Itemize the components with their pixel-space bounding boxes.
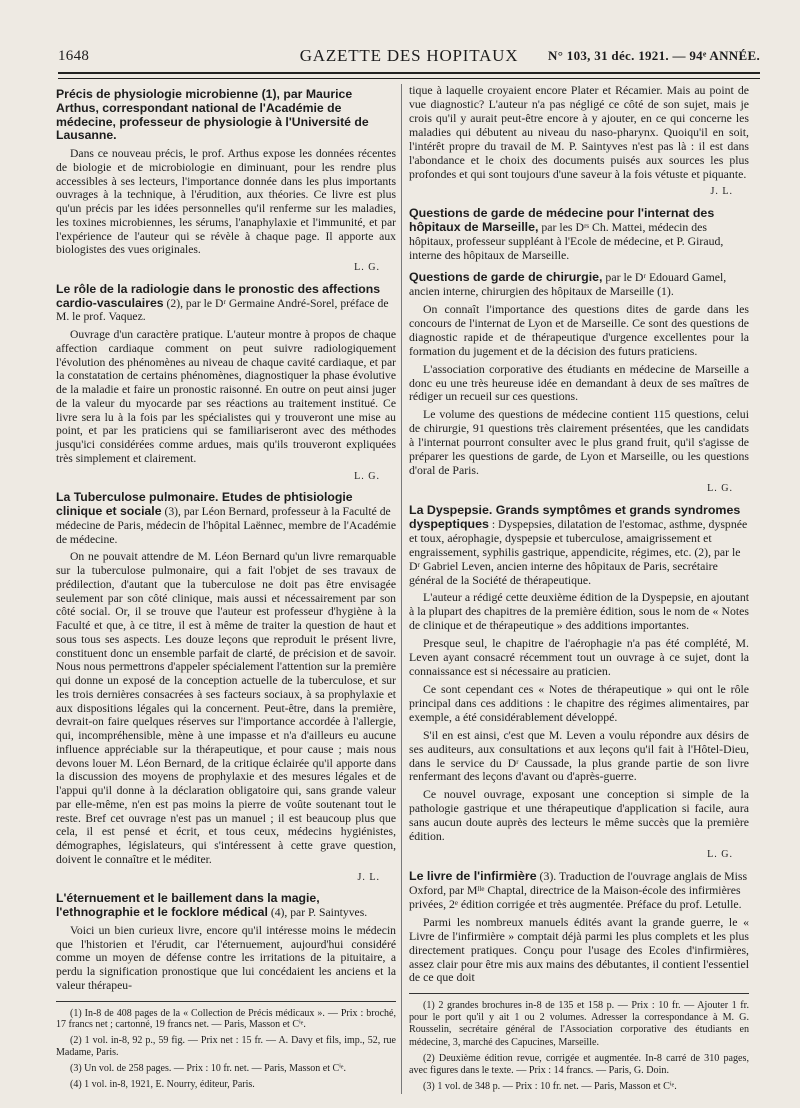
review-body-dyspepsie: Ce sont cependant ces « Notes de thérapeutique » qui ont le rôle principal dans ces additions : le chapitre des régimes alimentaires, par exemple, a été considérablement développé. bbox=[409, 681, 749, 724]
footnote: (3) 1 vol. de 348 p. — Prix : 10 fr. net. — Paris, Masson et Cⁱᵉ. bbox=[423, 1080, 677, 1092]
footnote-rule bbox=[409, 993, 749, 994]
review-body-dyspepsie: S'il en est ainsi, c'est que M. Leven a voulu répondre aux désirs de ses auditeurs, aux consultations et aux leçons qu'il fait à l'Hôtel-Dieu, dans le service du Dʳ Caussade, la plus grande partie de son livre renfermant des leçons d'avant ou d'après-guerre. bbox=[409, 727, 749, 784]
review-body-tuberculose: On ne pouvait attendre de M. Léon Bernard qu'un livre remarquable sur la tuberculose pulmonaire, qui a fait l'objet de ses travaux de prédilection, d'autant que la tuberculose ne doit pas être envisagée seulement par son côté clinique, mais aussi et nécessairement par son côté social. Or, il se trouve que l'auteur est professeur d'hygiène à la Faculté et que, à ce titre, il est à même de traiter la question de haut et sous tous ses aspects. Les douze leçons que reproduit le présent livre, constituent donc un ensemble parfait de clarté, de précision et de savoir. Nous nous permettrons d'appeler spécialement l'attention sur la première qui donne un exposé de la conception actuelle de la tuberculose, et sur les trois dernières consacrées à ses facteurs sociaux, à sa prophylaxie et aux dispositions légales qui la concernent. Peut-être, dans la première, devrait-on faire quelques réserves sur l'importance accordée à l'allergie, qui, incompréhensible, mène à une impasse et n'a d'ailleurs eu aucune influence appréciable sur la thérapeutique, et pour cause ; mais nous devons louer M. Léon Bernard, de la critique éclairée qu'il apporte dans la discussion des moyens de prophylaxie et des mesures légales et de l'appui qu'il donne à la déclaration obligatoire qui, sans grande valeur par elle-même, n'en est pas moins la pierre de voûte soutenant tout le reste. Bref cet ouvrage n'est pas un manuel ; il est beaucoup plus que cela, il est pensé et écrit, et tous ceux, médecins hygiénistes, démographes, législateurs, qui s'intéressent à cette grave question, doivent le connaître et le méditer. bbox=[56, 550, 396, 866]
review-signature: J. L. bbox=[357, 871, 380, 883]
header-rule-thin bbox=[58, 78, 760, 79]
column-divider bbox=[401, 84, 402, 1094]
issue-info: N° 103, 31 déc. 1921. — 94ᵉ ANNÉE. bbox=[548, 48, 760, 63]
page-header bbox=[58, 40, 760, 68]
page-number: 1648 bbox=[58, 48, 90, 64]
review-title-tuberculose: La Tuberculose pulmonaire. Etudes de phtisiologie clinique et sociale (3), par Léon Bernard, professeur à la Faculté de médecine de Paris, médecin de l'hôpital Laënnec, membre de l'Académie de médecine. bbox=[56, 490, 397, 546]
review-title-radiologie: Le rôle de la radiologie dans le pronostic des affections cardio-vasculaires (2), par le Dʳ Germaine André-Sorel, préface de M. le prof. Vaquez. bbox=[56, 281, 389, 324]
review-signature: J. L. bbox=[710, 186, 733, 198]
left-column bbox=[56, 84, 396, 1095]
review-body-eternuement: Voici un bien curieux livre, encore qu'il intéresse moins le médecin que l'historien et l'érudit, car l'éternuement, aujourd'hui considéré comme un moyen de défense contre les irritations de la pituitaire, a perdu la signification pronostique que lui concédaient les anciens et la valeur thérapeu- bbox=[56, 923, 396, 992]
review-title-garde-medecine: Questions de garde de médecine pour l'internat des hôpitaux de Marseille, par les Dʳˢ Ch. Mattei, médecin des hôpitaux, professeur suppléant à l'Ecole de médecine, et P. Giraud, interne des hôpitaux de Marseille. bbox=[409, 206, 724, 263]
review-body-dyspepsie: Ce nouvel ouvrage, exposant une conception si simple de la pathologie gastrique et une thérapeutique d'application si facile, aura sans aucun doute auprès des lecteurs le même succès que la première édition. bbox=[409, 787, 749, 844]
footnote-rule bbox=[56, 1001, 396, 1002]
review-signature: L. G. bbox=[707, 482, 733, 494]
review-signature: L. G. bbox=[354, 470, 380, 482]
review-body-garde: L'association corporative des étudiants en médecine de Marseille a donc eu une très heureuse idée en demandant à deux de ses maîtres de rédiger un recueil sur ces questions. bbox=[409, 361, 749, 404]
footnote: (1) 2 grandes brochures in-8 de 135 et 158 p. — Prix : 10 fr. — Ajouter 1 fr. pour le port qu'il y ait 1 ou 2 volumes. Adresser la correspondance à M. G. Rousselin, secrétaire général de l'Association corporative des étudiants en médecine, 3, marché des Capucines, Marseille. bbox=[409, 1000, 749, 1048]
review-body-dyspepsie: L'auteur a rédigé cette deuxième édition de la Dyspepsie, en ajoutant à la plupart des chapitres de la première édition, sous le nom de « Notes de clinique et de thérapeutique » des additions importantes. bbox=[409, 590, 749, 633]
footnote: (2) Deuxième édition revue, corrigée et augmentée. In-8 carré de 310 pages, avec figures dans le texte. — Prix : 14 francs. — Paris, G. Doin. bbox=[409, 1052, 749, 1076]
footnote: (2) 1 vol. in-8, 92 p., 59 fig. — Prix net : 15 fr. — A. Davy et fils, imp., 52, rue Madame, Paris. bbox=[56, 1035, 396, 1059]
review-signature: L. G. bbox=[707, 849, 733, 861]
review-body-dyspepsie: Presque seul, le chapitre de l'aérophagie n'a pas été complété, M. Leven ayant consacré récemment tout un ouvrage à ce sujet, dont la connaissance est si nécessaire au praticien. bbox=[409, 636, 749, 679]
review-title-garde-chirurgie: Questions de garde de chirurgie, par le Dʳ Edouard Gamel, ancien interne, chirurgien des hôpitaux de Marseille (1). bbox=[409, 270, 727, 298]
review-body-garde: Le volume des questions de médecine contient 115 questions, celui de chirurgie, 91 questions très clairement présentées, que les candidats à l'internat pourront consulter avec le plus grand fruit, qu'il s'agisse de préparer les questions de garde, de Lyon et Marseille, ou les questions d'oral de Paris. bbox=[409, 407, 749, 478]
review-body-garde: On connaît l'importance des questions dites de garde dans les concours de l'internat de Lyon et de Marseille. Ce sont des questions de diagnostic rapide et de thérapeutique d'urgence excellentes pour la formation du jugement et de la décision des futurs praticiens. bbox=[409, 301, 749, 358]
footnote: (4) 1 vol. in-8, 1921, E. Nourry, éditeur, Paris. bbox=[70, 1079, 255, 1091]
header-rule-thick bbox=[58, 72, 760, 74]
footnote: (1) In-8 de 408 pages de la « Collection de Précis médicaux ». — Prix : broché, 17 francs net ; cartonné, 19 francs net. — Paris, Masson et Cⁱᵉ. bbox=[56, 1007, 396, 1031]
review-body-radiologie: Ouvrage d'un caractère pratique. L'auteur montre à propos de chaque affection cardiaque comment on peut suivre radiologiquement l'évolution des phénomènes au niveau de chaque cavité cardiaque, et par la constatation de certains phénomènes, diagnostiquer la phase évolutive de la maladie et faire un pronostic raisonné. En outre on peut ainsi juger de la valeur du myocarde par ses réactions au traitement institué. Ce livre sera lu à la fois par les spécialistes qui y trouveront une mise au point, et par les praticiens qui se familiariseront avec des méthodes jusqu'ici considérées comme ardues, mais qu'ils trouveront expliquées très simplement et clairement. bbox=[56, 328, 396, 465]
review-body-infirmiere: Parmi les nombreux manuels édités avant la grande guerre, le « Livre de l'infirmière » comptait déjà parmi les plus complets et les plus directement pratiques. Conçu pour l'usage des Ecoles d'infirmières, assez clair pour être mis aux mains des débutantes, il contient l'essentiel de ce que doit bbox=[409, 914, 749, 985]
review-signature: L. G. bbox=[354, 262, 380, 273]
footnote: (3) Un vol. de 258 pages. — Prix : 10 fr. net. — Paris, Masson et Cⁱᵉ. bbox=[70, 1063, 346, 1075]
review-title-eternuement: L'éternuement et le baillement dans la magie, l'ethnographie et le focklore médical (4), par P. Saintyves. bbox=[56, 891, 368, 919]
journal-title: GAZETTE DES HOPITAUX bbox=[299, 46, 519, 65]
review-body-continued: tique à laquelle croyaient encore Plater et Récamier. Mais au point de vue diagnostic? L'auteur n'a pas négligé ce côté de son sujet, mais je crois qu'il y aurait peut-être encore à y ajouter, en ce qui concerne les maladies qui débutent au niveau du naso-pharynx. Quoiqu'il en soit, l'intérêt propre du travail de M. P. Saintyves n'est pas là : il est dans l'abondance et le choix des documents puisés aux sources les plus profondes et qui sont toujours d'une saveur à la fois vétuste et piquante. bbox=[409, 83, 749, 181]
review-title-physiologie: Précis de physiologie microbienne (1), par Maurice Arthus, correspondant national de l'Académie de médecine, professeur de physiologie à l'Université de Lausanne. bbox=[56, 87, 369, 143]
review-title-infirmiere: Le livre de l'infirmière (3). Traduction de l'ouvrage anglais de Miss Oxford, par Mˡˡᵉ Chaptal, directrice de la Maison-école des infirmières privées, 2ᵉ édition corrigée et très augmentée. Préface du prof. Letulle. bbox=[409, 869, 748, 911]
right-column bbox=[409, 84, 749, 1097]
review-title-dyspepsie: La Dyspepsie. Grands symptômes et grands syndromes dyspeptiques : Dyspepsies, dilatation de l'estomac, asthme, dyspnée et toux, aérophagie, dyspepsie et tuberculose, amaigrissement et engraissement, syphilis gastrique, appendicite, régimes, etc. (2), par le Dʳ Gabriel Leven, ancien interne des hôpitaux de Paris, secrétaire général de la Société de thérapeutique. bbox=[409, 502, 748, 587]
review-body-physiologie: Dans ce nouveau précis, le prof. Arthus expose les données récentes de biologie et de microbiologie en diminuant, pour les rendre plus accessibles à ses lecteurs, l'importance donnée dans les plus importants ouvrages à la technique, à l'érudition, aux théories. Ce livre est plus qu'un précis par les idées personnelles qu'il renferme sur les maladies, les toxines microbiennes, les sérums, l'anaphylaxie et l'immunité, et par l'expérience de l'auteur qui se révèle à chaque page. Il apporte aux biologistes des vues originales. bbox=[56, 147, 396, 257]
